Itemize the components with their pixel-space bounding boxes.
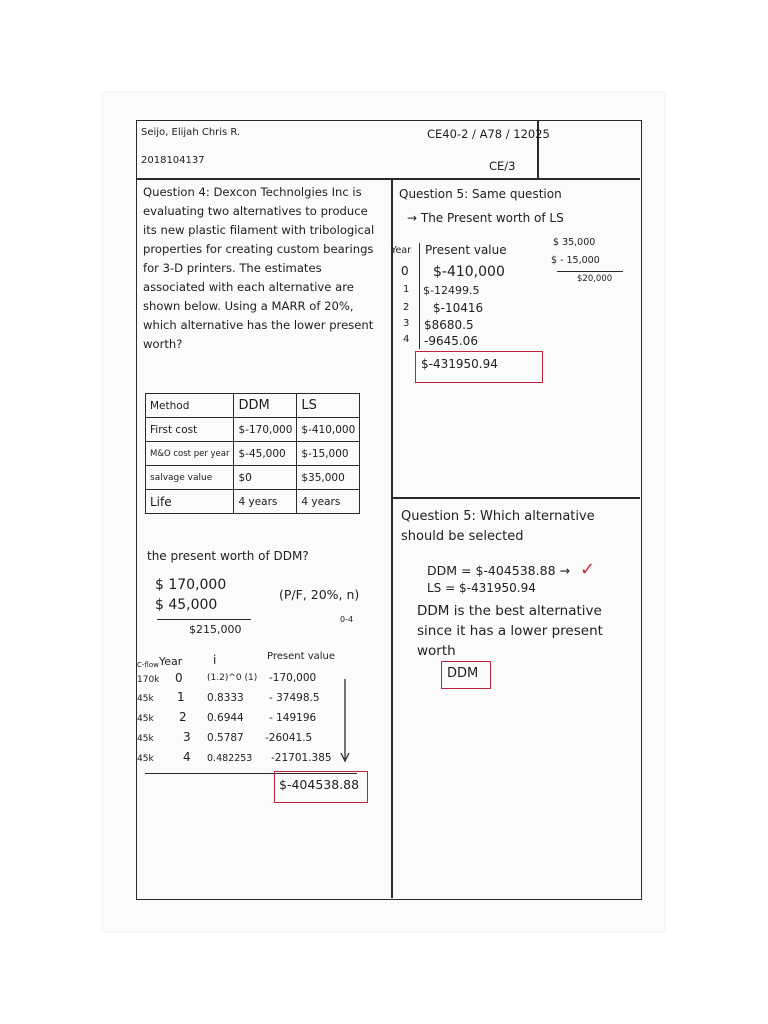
q5a-row-pv: -9645.06	[424, 334, 478, 348]
table-cell: M&O cost per year	[146, 442, 234, 466]
table-cell: $35,000	[297, 466, 360, 490]
section-code: CE/3	[489, 159, 516, 173]
calc-line: $ 170,000	[155, 577, 227, 593]
row-pv: -170,000	[269, 672, 317, 684]
q5a-col-pv: Present value	[425, 243, 507, 257]
q5b-title-text: Question 5: Which alternative should be selected	[401, 509, 595, 544]
table-cell: $0	[234, 466, 297, 490]
col-i: i	[213, 653, 217, 667]
row-factor: 0.5787	[207, 732, 244, 744]
col-year: Year	[159, 655, 183, 668]
worksheet-frame	[136, 120, 642, 900]
calc-sum: $215,000	[189, 623, 242, 636]
q5a-row-pv: $-10416	[433, 301, 484, 315]
course-code: CE40-2 / A78 / 12025	[427, 127, 550, 141]
pf-factor: (P/F, 20%, n)	[279, 587, 360, 602]
q5a-row-year: 1	[403, 284, 410, 295]
row-year: 1	[177, 690, 185, 704]
calc-line: $ 45,000	[155, 597, 218, 613]
q5a-year-divider	[419, 243, 420, 349]
student-id: 2018104137	[141, 155, 205, 166]
check-icon: ✓	[579, 559, 596, 580]
row-factor: (1.2)^0 (1)	[207, 673, 258, 683]
q5a-title: Question 5: Same question	[399, 187, 562, 201]
q5a-row-pv: $-12499.5	[423, 284, 480, 297]
sum-arrow-icon	[337, 677, 353, 767]
row-year: 4	[183, 750, 191, 764]
q5a-row-year: 4	[403, 334, 410, 345]
row-year: 3	[183, 730, 191, 744]
table-header: DDM	[234, 394, 297, 418]
q5a-row-year: 2	[403, 302, 410, 313]
col-cflow: C-flow	[137, 661, 159, 669]
table-cell: salvage value	[146, 466, 234, 490]
q5a-subtitle: → The Present worth of LS	[407, 211, 564, 225]
q5a-row-year: 3	[403, 318, 410, 329]
row-cflow: 45k	[137, 754, 154, 764]
pw-ddm-title: the present worth of DDM?	[147, 549, 309, 563]
row-cflow: 170k	[137, 675, 160, 685]
right-panel-divider	[391, 497, 640, 499]
table-cell: 4 years	[234, 490, 297, 514]
ddm-total: $-404538.88	[279, 777, 360, 792]
ddm-result-text: DDM = $-404538.88 →	[427, 563, 570, 578]
row-cflow: 45k	[137, 734, 154, 744]
q5a-row-pv: $-410,000	[433, 264, 505, 280]
row-cflow: 45k	[137, 714, 154, 724]
table-cell: First cost	[146, 418, 234, 442]
col-pv: Present value	[267, 651, 336, 662]
table-cell: $-170,000	[234, 418, 297, 442]
table-cell: $-45,000	[234, 442, 297, 466]
q5a-col-year: Year	[391, 245, 412, 256]
alternatives-table	[145, 393, 360, 514]
calc-underline	[157, 619, 251, 620]
ls-result: LS = $-431950.94	[427, 581, 536, 595]
factor-range: 0-4	[340, 615, 354, 624]
row-factor: 0.8333	[207, 692, 244, 704]
row-pv: - 149196	[269, 712, 317, 724]
side-calc-line: $ 35,000	[553, 237, 596, 248]
q5b-title	[401, 507, 637, 547]
side-calc-sum: $20,000	[577, 274, 613, 284]
ls-total: $-431950.94	[421, 357, 498, 371]
table-header: Method	[146, 394, 234, 418]
answer-text: DDM	[447, 666, 479, 681]
header-divider	[137, 178, 640, 180]
table-header: LS	[297, 394, 360, 418]
row-year: 0	[175, 671, 183, 685]
table-cell: Life	[146, 490, 234, 514]
table-cell: $-15,000	[297, 442, 360, 466]
table-cell: 4 years	[297, 490, 360, 514]
row-pv: -26041.5	[265, 732, 313, 744]
center-divider	[391, 178, 393, 898]
row-cflow: 45k	[137, 694, 154, 704]
row-factor: 0.6944	[207, 712, 244, 724]
conclusion-text: DDM is the best alternative since it has a lower present worth	[417, 603, 603, 659]
q5a-row-year: 0	[401, 264, 409, 278]
side-calc-line: $ - 15,000	[551, 255, 600, 266]
ddm-result	[427, 559, 595, 580]
side-calc-underline	[557, 271, 623, 272]
row-factor: 0.482253	[207, 753, 253, 764]
row-year: 2	[179, 710, 187, 724]
q4-prompt: Question 4: Dexcon Technolgies Inc is evaluating two alternatives to produce its new plastic filament with tribological properties for creating custom bearings for 3-D printers. The estimates associated with each alternative are shown below. Using a MARR of 20%, which alternative has the lower present worth?	[143, 185, 375, 351]
q5a-row-pv: $8680.5	[424, 318, 474, 332]
row-pv: -21701.385	[271, 752, 332, 764]
table-cell: $-410,000	[297, 418, 360, 442]
row-pv: - 37498.5	[269, 692, 320, 704]
student-name: Seijo, Elijah Chris R.	[141, 127, 241, 138]
